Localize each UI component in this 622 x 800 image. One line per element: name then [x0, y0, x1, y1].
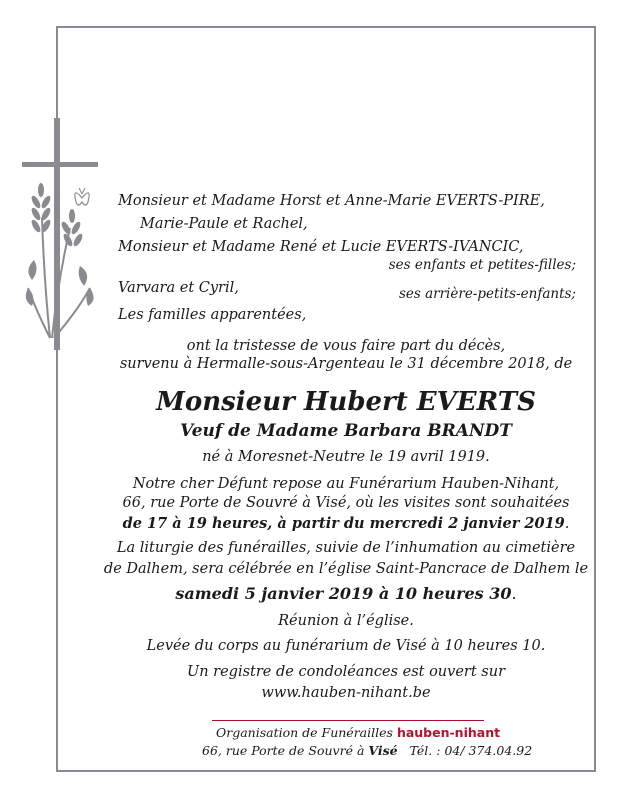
condolences-line: Un registre de condoléances est ouvert sur: [187, 664, 505, 680]
widower-line: Veuf de Madame Barbara BRANDT: [180, 421, 512, 441]
visitation-hours: [100, 517, 592, 532]
deceased-name: Monsieur Hubert EVERTS: [156, 387, 536, 417]
footer-org: [216, 727, 500, 740]
funeral-line-1: La liturgie des funérailles, suivie de l’inhumation au cimetière: [116, 540, 576, 556]
family-line-1: Monsieur et Madame Horst et Anne-Marie EVERTS-PIRE,: [118, 193, 545, 209]
meeting-line: Réunion à l’église.: [278, 613, 414, 629]
phone-text: Tél. : 04/ 374.04.92: [409, 743, 533, 758]
footer-divider: [212, 720, 484, 721]
birth-line: né à Moresnet-Neutre le 19 avril 1919.: [202, 449, 490, 465]
family-line-5: Varvara et Cyril,: [118, 280, 239, 296]
levee-line: Levée du corps au funérarium de Visé à 10 heures 10.: [146, 638, 546, 654]
family-line-7: Les familles apparentées,: [118, 307, 307, 323]
funeral-date-end: .: [511, 584, 517, 603]
family-line-2: Marie-Paule et Rachel,: [140, 216, 308, 232]
org-label: Organisation de Funérailles: [216, 725, 393, 740]
visitation-line-1: Notre cher Défunt repose au Funérarium Hauben-Nihant,: [132, 476, 560, 492]
address-city: Visé: [368, 743, 398, 758]
announcement-line-1: ont la tristesse de vous faire part du décès,: [186, 338, 506, 354]
announcement-line-2: survenu à Hermalle-sous-Argenteau le 31 décembre 2018, de: [119, 356, 573, 372]
footer-address: [202, 745, 532, 758]
website-link[interactable]: www.hauben-nihant.be: [261, 685, 431, 701]
family-line-6: ses arrière-petits-enfants;: [398, 286, 576, 302]
family-line-3: Monsieur et Madame René et Lucie EVERTS-IVANCIC,: [118, 239, 524, 255]
visitation-hours-end: .: [564, 516, 570, 532]
visitation-hours-text: de 17 à 19 heures, à partir du mercredi 2 janvier 2019: [122, 515, 565, 532]
funeral-date-text: samedi 5 janvier 2019 à 10 heures 30: [175, 584, 512, 603]
address-text: 66, rue Porte de Souvré à: [202, 743, 365, 758]
funeral-date: [100, 586, 592, 602]
visitation-line-2: 66, rue Porte de Souvré à Visé, où les visites sont souhaitées: [122, 495, 570, 511]
family-line-4: ses enfants et petites-filles;: [388, 257, 576, 273]
brand-name: hauben-nihant: [396, 725, 501, 740]
funeral-line-2: de Dalhem, sera célébrée en l’église Saint-Pancrace de Dalhem le: [103, 561, 589, 577]
cross-wheat-icon: [14, 110, 104, 350]
